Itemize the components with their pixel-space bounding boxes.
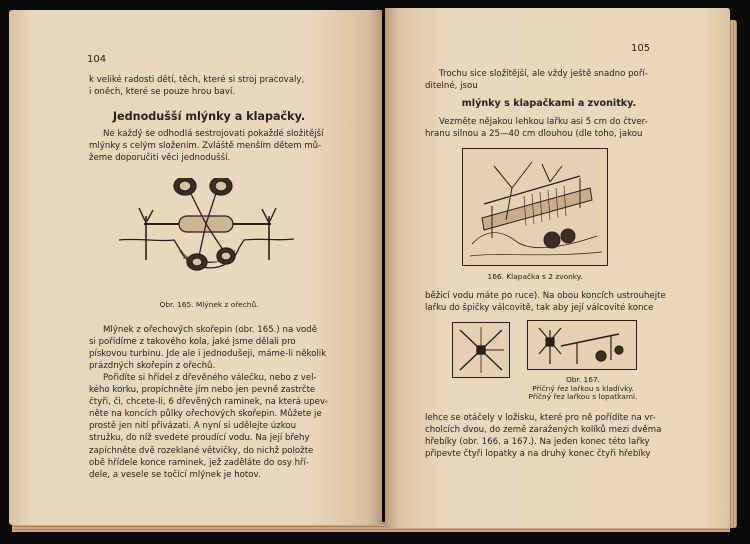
paragraph [425,116,673,140]
figure-caption: 166. Klapačka s 2 zvonky. [487,272,583,281]
text-line: Mlýnek z ořechových skořepin (obr. 165.) na vodě [103,325,318,335]
text-line: obě hřídele konce raminek, jež zaděláte do osy hří- [89,457,310,468]
intro-text [425,68,673,92]
caption-line: Příčný řez lařkou s kladívky. [532,383,634,393]
figure-caption: Obr. 165. Mlýnek z ořechů. [159,300,259,309]
text-line: pískovou turbinu. Jde ale i jednodušeji, máme-li několik [89,349,327,360]
text-line: stružku, do níž svedete proudící vodu. Na její břehy [89,433,310,444]
text-line: i oněch, které se pouze hrou baví. [89,87,236,98]
paragraph [425,290,673,314]
section-heading: Jednodušší mlýnky a klapačky. [112,110,306,123]
text-line: připevte čtyři lopatky a na druhý konec čtyři hřebíky [425,449,651,460]
text-line: ditelné, jsou [425,81,478,92]
mill-illustration [119,178,294,293]
paragraph [89,324,329,372]
text-line: Ne každý se odhodlá sestrojovati pokaždé složitější [103,129,324,139]
text-line: lařku do špičky válcovitě, tak aby její válcovité konce [425,303,654,314]
rattle-illustration [462,148,608,266]
text-line: cholcích dvou, do země zaražených kolíků mezi dvěma [425,425,662,436]
text-line: hranu silnou a 25—40 cm dlouhou (dle toho, jakou [425,129,643,140]
caption-line: Příčný řez lařkou s lopatkami. [528,392,638,402]
paragraph [89,372,329,481]
text-line: mlýnky s celým složením. Zvláště menším dětem mů- [89,141,322,152]
left-page [9,10,382,525]
text-line: dele, a vesele se točící mlýnek je hotov. [89,469,261,480]
text-line: zapíchněte dvě rozeklané větvičky, do nichž položte [89,445,314,456]
text-line: Pořidíte si hřídel z dřevěného válečku, nebo z vel- [103,373,317,383]
text-line: Vezměte nějakou lehkou lařku asi 5 cm do čtver- [439,117,648,127]
section-heading: mlýnky s klapačkami a zvonitky. [461,98,637,109]
text-line: Trochu sice složitější, ale vždy ještě snadno poří- [439,69,648,79]
page-number: 104 [87,54,107,65]
figure-caption [503,376,663,402]
page-number: 105 [631,43,651,54]
paragraph [89,128,329,164]
text-line: žeme doporučiti věci jednodušší. [89,153,231,164]
text-line: něte na koncích půlky ořechových skořepin. Můžete je [89,409,322,420]
text-line: hřebíky (obr. 166. a 167.). Na jeden konec této lařky [425,437,650,448]
paragraph [425,412,673,460]
right-page [385,8,730,528]
text-line: kého korku, propíchněte jím nebo jen pevně zastrčte [89,385,316,396]
text-line: lehce se otáčely v ložisku, které pro ně pořídíte na vr- [425,413,656,423]
text-line: prázdných skořepin z ořechů. [89,361,216,372]
text-line: k veliké radosti dětí, těch, které si stroj pracovaly, [89,75,305,85]
text-line: běžicí vodu máte po ruce). Na obou koncích ustrouhejte [425,291,666,301]
text-line: si pořídíme z takového kola, jaké jsme dělali pro [89,337,296,348]
intro-text [89,74,329,98]
caption-line: Obr. 167. [565,375,601,384]
text-line: prostě jen nití přivázati. A nyní si udělejte úzkou [89,421,297,432]
cross-section-paddles-figure [452,322,510,378]
text-line: čtyři, či, chcete-li, 6 dřevěných raminek, na která upev- [89,397,328,408]
cross-section-hammers-figure [527,320,637,370]
